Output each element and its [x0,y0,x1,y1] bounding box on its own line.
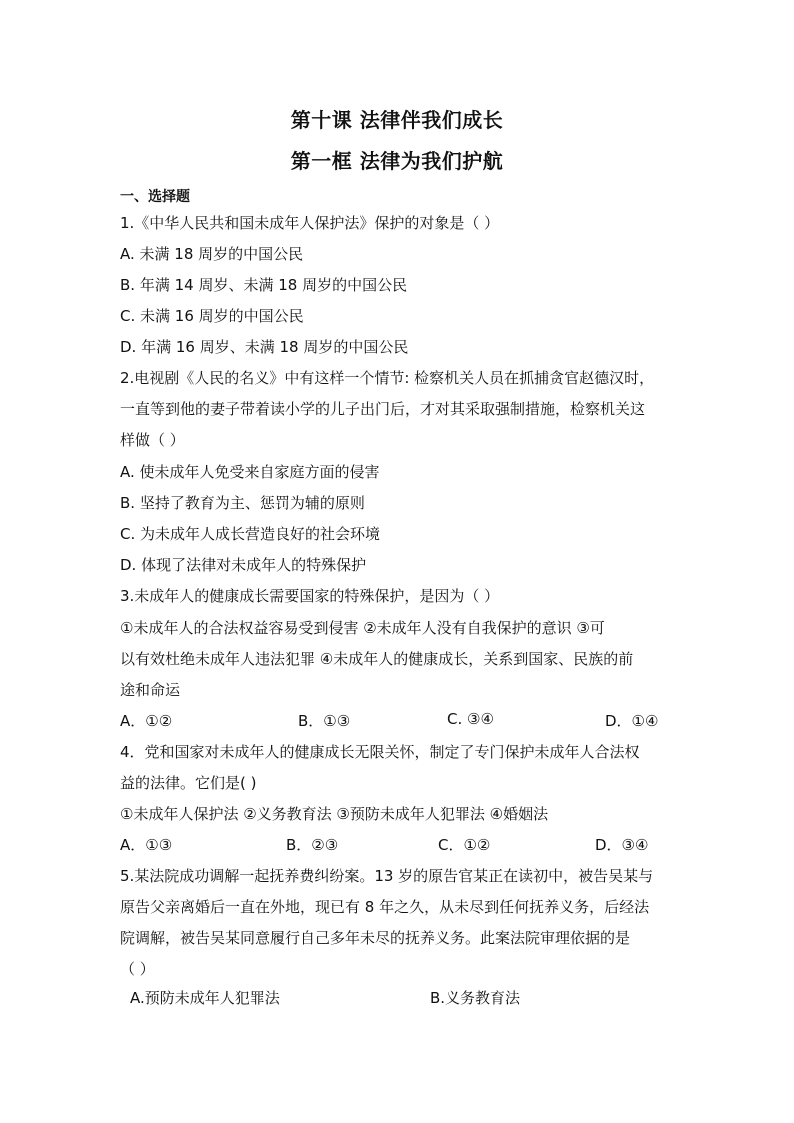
frame-title: 第一框 法律为我们护航 [290,149,504,173]
q5-option-b: B.义务教育法 [430,989,521,1007]
q3-options-row [120,710,680,730]
q5-stem-line-2: 原告父亲离婚后一直在外地，现已有 8 年之久，从未尽到任何抚养义务，后经法 [120,898,650,916]
q4-option-a: A．①③ [120,836,173,854]
q2-option-d: D. 体现了法律对未成年人的特殊保护 [120,556,367,574]
q1-stem: 1.《中华人民共和国未成年人保护法》保护的对象是（ ） [120,214,500,232]
q3-option-a: A．①② [120,712,173,730]
q3-statements-line-2: 以有效杜绝未成年人违法犯罪 ④未成年人的健康成长，关系到国家、民族的前 [120,650,634,668]
q1-option-d: D. 年满 16 周岁、未满 18 周岁的中国公民 [120,338,409,356]
q5-option-a: A.预防未成年人犯罪法 [130,989,280,1007]
q3-stem: 3.未成年人的健康成长需要国家的特殊保护，是因为（ ） [120,587,500,605]
section-heading: 一、选择题 [120,189,190,205]
q4-options-row [120,834,680,854]
q4-option-d: D．③④ [595,836,649,854]
lesson-title: 第十课 法律伴我们成长 [290,108,504,132]
q3-option-d: D．①④ [605,712,659,730]
q3-statements-line-3: 途和命运 [120,681,181,699]
q1-option-a: A. 未满 18 周岁的中国公民 [120,245,304,263]
q3-option-c: C. ③④ [447,710,494,728]
q4-option-c: C．①② [438,836,491,854]
q2-stem-line-1: 2.电视剧《人民的名义》中有这样一个情节: 检察机关人员在抓捕贪官赵德汉时， [120,369,655,387]
q2-stem-line-3: 样做（ ） [120,431,185,449]
q2-stem-line-2: 一直等到他的妻子带着读小学的儿子出门后，才对其采取强制措施，检察机关这 [120,400,646,418]
q1-option-c: C. 未满 16 周岁的中国公民 [120,307,304,325]
q5-stem-line-1: 5.某法院成功调解一起抚养费纠纷案。13 岁的原告官某正在读初中，被告吴某与 [120,867,654,885]
q2-option-a: A. 使未成年人免受来自家庭方面的侵害 [120,463,380,481]
q4-statements: ①未成年人保护法 ②义务教育法 ③预防未成年人犯罪法 ④婚姻法 [120,805,549,823]
q3-statements-line-1: ①未成年人的合法权益容易受到侵害 ②未成年人没有自我保护的意识 ③可 [120,619,605,637]
q5-options-row [120,987,680,1007]
q4-stem-line-2: 益的法律。它们是( ) [120,774,257,792]
q5-stem-line-3: 院调解，被告吴某同意履行自己多年未尽的抚养义务。此案法院审理依据的是 [120,929,631,947]
q5-stem-line-4: （ ） [120,960,155,978]
q4-stem-line-1: 4．党和国家对未成年人的健康成长无限关怀，制定了专门保护未成年人合法权 [120,743,640,761]
q1-option-b: B. 年满 14 周岁、未满 18 周岁的中国公民 [120,276,408,294]
q3-option-b: B．①③ [298,712,351,730]
q4-option-b: B．②③ [286,836,339,854]
q2-option-b: B. 坚持了教育为主、惩罚为辅的原则 [120,494,365,512]
q2-option-c: C. 为未成年人成长营造良好的社会环境 [120,525,381,543]
